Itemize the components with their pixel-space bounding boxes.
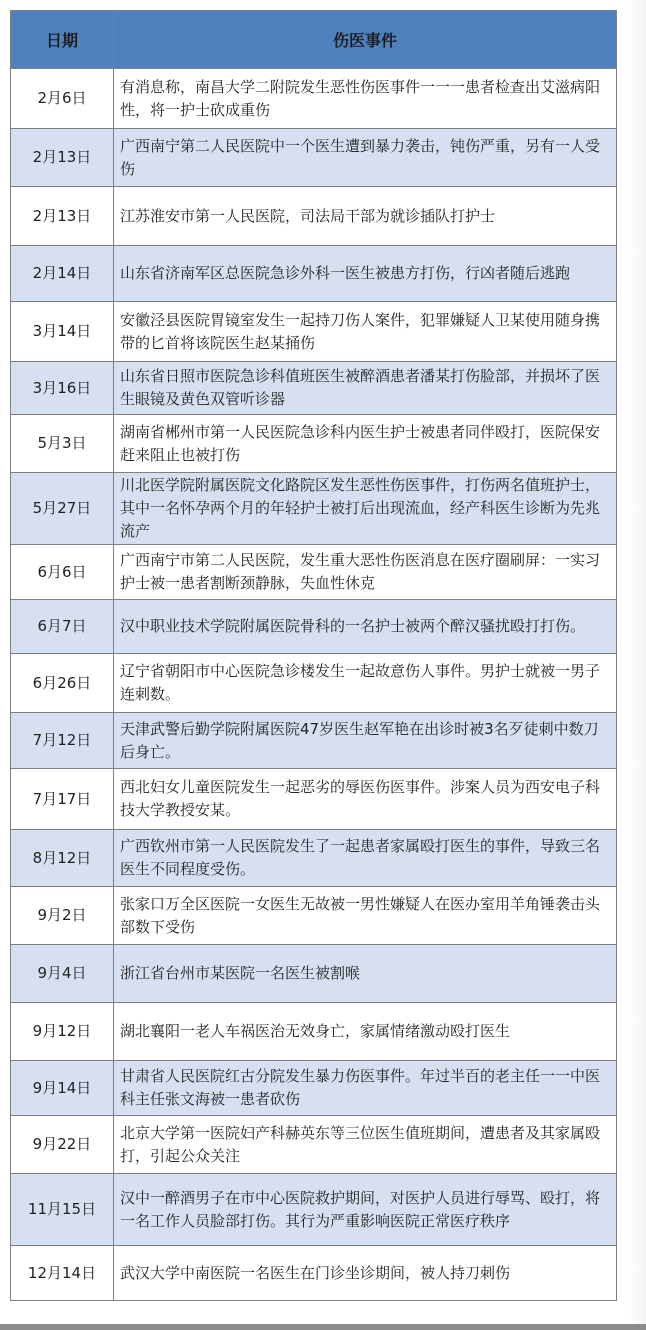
- row-event: 辽宁省朝阳市中心医院急诊楼发生一起故意伤人事件。男护士就被一男子连刺数。: [114, 654, 617, 713]
- table-row: [11, 830, 617, 887]
- row-event: 川北医学院附属医院文化路院区发生恶性伤医事件，打伤两名值班护士，其中一名怀孕两个月的年轻护士被打后出现流血，经产科医生诊断为先兆流产: [114, 473, 617, 545]
- scroll-edge-shade: [630, 0, 646, 1330]
- row-date: 6月26日: [11, 654, 114, 713]
- table-row: [11, 769, 617, 830]
- row-date: 5月3日: [11, 415, 114, 473]
- row-date: 2月6日: [11, 69, 114, 129]
- row-event: 甘肃省人民医院红古分院发生暴力伤医事件。年过半百的老主任一一中医科主任张文海被一患者砍伤: [114, 1061, 617, 1116]
- row-date: 12月14日: [11, 1246, 114, 1301]
- row-event: 广西钦州市第一人民医院发生了一起患者家属殴打医生的事件，导致三名医生不同程度受伤。: [114, 830, 617, 887]
- row-date: 7月12日: [11, 713, 114, 769]
- row-event: 天津武警后勤学院附属医院47岁医生赵军艳在出诊时被3名歹徒刺中数刀后身亡。: [114, 713, 617, 769]
- row-event: 山东省日照市医院急诊科值班医生被醉酒患者潘某打伤脸部，并损坏了医生眼镜及黄色双管听诊器: [114, 362, 617, 415]
- table-row: [11, 545, 617, 600]
- table-row: [11, 415, 617, 473]
- row-date: 3月16日: [11, 362, 114, 415]
- date-column-header: 日期: [11, 11, 114, 69]
- table-row: [11, 600, 617, 654]
- table-row: [11, 129, 617, 187]
- table-row: [11, 362, 617, 415]
- table-row: [11, 69, 617, 129]
- row-event: 汉中职业技术学院附属医院骨科的一名护士被两个醉汉骚扰殴打打伤。: [114, 600, 617, 654]
- row-event: 湖南省郴州市第一人民医院急诊科内医生护士被患者同伴殴打，医院保安赶来阻止也被打伤: [114, 415, 617, 473]
- row-date: 7月17日: [11, 769, 114, 830]
- row-date: 2月14日: [11, 246, 114, 302]
- row-event: 安徽泾县医院胃镜室发生一起持刀伤人案件，犯罪嫌疑人卫某使用随身携带的匕首将该院医生赵某捅伤: [114, 302, 617, 362]
- row-event: 武汉大学中南医院一名医生在门诊坐诊期间，被人持刀刺伤: [114, 1246, 617, 1301]
- row-event: 张家口万全区医院一女医生无故被一男性嫌疑人在医办室用羊角锤袭击头部数下受伤: [114, 887, 617, 945]
- row-event: 北京大学第一医院妇产科赫英东等三位医生值班期间，遭患者及其家属殴打，引起公众关注: [114, 1116, 617, 1174]
- row-event: 广西南宁市第二人民医院，发生重大恶性伤医消息在医疗圈刷屏：一实习护士被一患者割断颈静脉，失血性休克: [114, 545, 617, 600]
- row-event: 湖北襄阳一老人车祸医治无效身亡，家属情绪激动殴打医生: [114, 1003, 617, 1061]
- row-date: 2月13日: [11, 187, 114, 246]
- table-row: [11, 187, 617, 246]
- row-date: 9月2日: [11, 887, 114, 945]
- row-event: 山东省济南军区总医院急诊外科一医生被患方打伤，行凶者随后逃跑: [114, 246, 617, 302]
- table-row: [11, 945, 617, 1003]
- row-date: 6月6日: [11, 545, 114, 600]
- table-header-row: [11, 11, 617, 69]
- row-date: 2月13日: [11, 129, 114, 187]
- table-row: [11, 1003, 617, 1061]
- row-date: 9月4日: [11, 945, 114, 1003]
- row-event: 浙江省台州市某医院一名医生被割喉: [114, 945, 617, 1003]
- table-row: [11, 1116, 617, 1174]
- row-event: 有消息称，南昌大学二附院发生恶性伤医事件一一一患者检查出艾滋病阳性，将一护士砍成重伤: [114, 69, 617, 129]
- table-row: [11, 1174, 617, 1246]
- row-event: 汉中一醉酒男子在市中心医院救护期间，对医护人员进行辱骂、殴打，将一名工作人员脸部打伤。其行为严重影响医院正常医疗秩序: [114, 1174, 617, 1246]
- table-row: [11, 887, 617, 945]
- table-row: [11, 654, 617, 713]
- row-event: 西北妇女儿童医院发生一起恶劣的辱医伤医事件。涉案人员为西安电子科技大学教授安某。: [114, 769, 617, 830]
- row-event: 江苏淮安市第一人民医院，司法局干部为就诊插队打护士: [114, 187, 617, 246]
- table-row: [11, 1061, 617, 1116]
- row-date: 5月27日: [11, 473, 114, 545]
- row-date: 3月14日: [11, 302, 114, 362]
- row-date: 9月14日: [11, 1061, 114, 1116]
- row-date: 6月7日: [11, 600, 114, 654]
- event-column-header: 伤医事件: [114, 11, 617, 69]
- row-date: 8月12日: [11, 830, 114, 887]
- row-date: 9月22日: [11, 1116, 114, 1174]
- table-row: [11, 246, 617, 302]
- table-body: [11, 69, 617, 1301]
- row-date: 11月15日: [11, 1174, 114, 1246]
- medical-violence-table: [10, 10, 617, 1301]
- table-row: [11, 713, 617, 769]
- row-date: 9月12日: [11, 1003, 114, 1061]
- table-row: [11, 1246, 617, 1301]
- bottom-divider: [0, 1324, 646, 1330]
- row-event: 广西南宁第二人民医院中一个医生遭到暴力袭击，钝伤严重，另有一人受伤: [114, 129, 617, 187]
- table-row: [11, 473, 617, 545]
- table-row: [11, 302, 617, 362]
